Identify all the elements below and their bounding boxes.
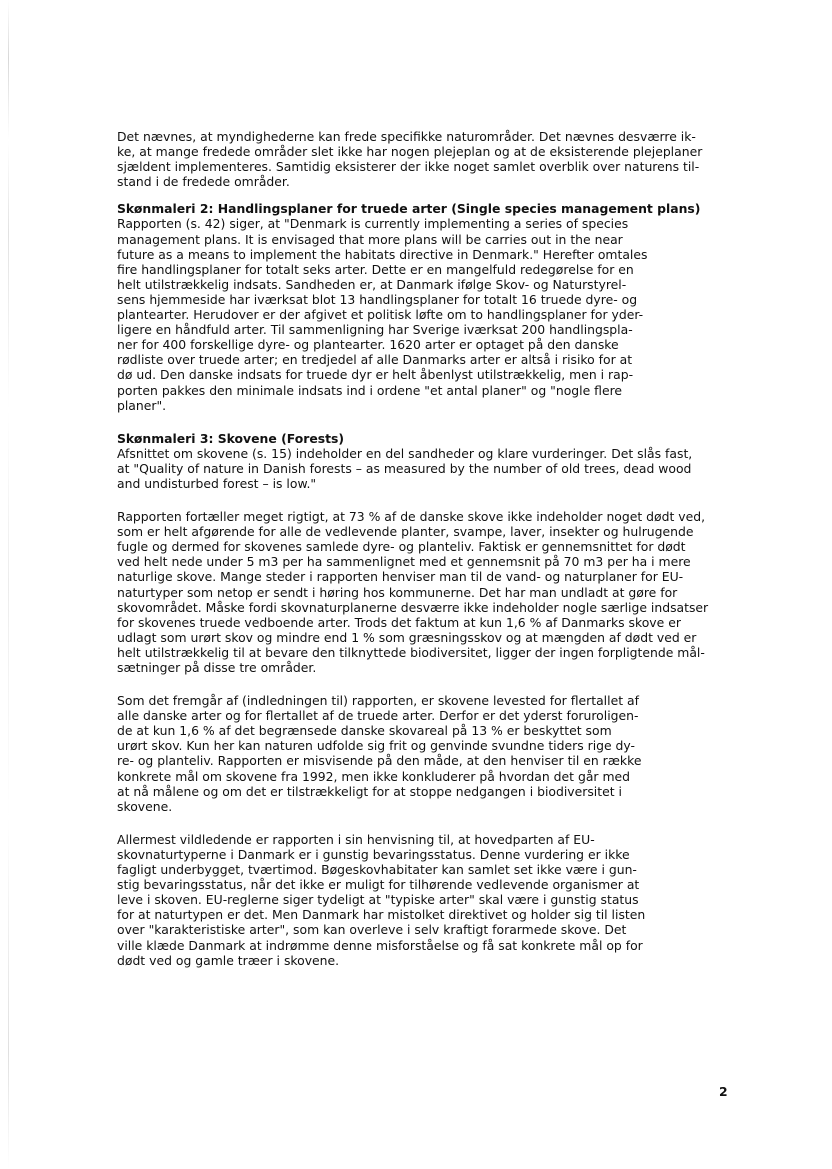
text-line: Afsnittet om skovene (s. 15) indeholder en del sandheder og klare vurderinger. Det slås fast,: [117, 445, 693, 461]
text-line: dø ud. Den danske indsats for truede dyr er helt åbenlyst utilstrækkelig, men i rap-: [117, 367, 634, 383]
text-line: sens hjemmeside har iværksat blot 13 handlingsplaner for totalt 16 truede dyre- og: [117, 291, 638, 307]
text-line: leve i skoven. EU-reglerne siger tydeligt at "typiske arter" skal være i gunstig status: [117, 892, 639, 908]
text-line: skovene.: [117, 798, 173, 814]
section-skoenmaleri-2: [117, 201, 729, 412]
paragraph-levested: [117, 693, 729, 814]
text-line: urørt skov. Kun her kan naturen udfolde sig frit og genvinde svundne tiders rige dy-: [117, 738, 636, 754]
text-line: ner for 400 forskellige dyre- og plantearter. 1620 arter er optaget på den danske: [117, 337, 619, 353]
text-line: rødliste over truede arter; en tredjedel af alle Danmarks arter er altså i risiko for at: [117, 352, 633, 368]
text-line: stand i de fredede områder.: [117, 174, 290, 190]
text-line: naturtyper som netop er sendt i høring hos kommunerne. Det har man undladt at gøre for: [117, 584, 678, 600]
paragraph-intro: [117, 129, 729, 189]
text-line: stig bevaringsstatus, når det ikke er muligt for tilhørende vedlevende organismer at: [117, 877, 640, 893]
scan-edge-shadow: [8, 0, 9, 1169]
text-line: over "karakteristiske arter", som kan overleve i selv kraftigt forarmede skove. Det: [117, 922, 627, 938]
text-line: udlagt som urørt skov og mindre end 1 % som græsningsskov og at mængden af dødt ved er: [117, 629, 697, 645]
text-line: for at naturtypen er det. Men Danmark har mistolket direktivet og holder sig til listen: [117, 907, 646, 923]
text-line: fugle og dermed for skovenes samlede dyre- og planteliv. Faktisk er gennemsnittet for dødt: [117, 539, 686, 555]
paragraph-doedt-ved: [117, 509, 729, 675]
text-line: fagligt underbygget, tværtimod. Bøgeskovhabitater kan samlet set ikke være i gun-: [117, 862, 637, 878]
paragraph-bevaringsstatus: [117, 832, 729, 968]
text-line: ke, at mange fredede områder slet ikke har nogen plejeplan og at de eksisterende plejeplaner: [117, 144, 703, 160]
text-line: Som det fremgår af (indledningen til) rapporten, er skovene levested for flertallet af: [117, 693, 639, 709]
text-line: for skovenes truede vedboende arter. Trods det faktum at kun 1,6 % af Danmarks skove er: [117, 614, 681, 630]
text-line: sætninger på disse tre områder.: [117, 660, 317, 675]
text-line: ligere en håndfuld arter. Til sammenligning har Sverige iværksat 200 handlingspla-: [117, 322, 633, 338]
text-line: planer".: [117, 397, 167, 413]
text-line: skovnaturtyperne i Danmark er i gunstig bevaringsstatus. Denne vurdering er ikke: [117, 846, 630, 862]
text-line: ville klæde Danmark at indrømme denne misforståelse og få sat konkrete mål op for: [117, 937, 643, 953]
section-heading: Skønmaleri 2: Handlingsplaner for truede arter (Single species management plans): [117, 201, 701, 217]
text-line: fire handlingsplaner for totalt seks arter. Dette er en mangelfuld redegørelse for en: [117, 261, 634, 277]
text-line: and undisturbed forest – is low.": [117, 475, 317, 491]
text-line: Det nævnes, at myndighederne kan frede specifikke naturområder. Det nævnes desværre ik-: [117, 129, 696, 144]
document-page: [117, 129, 729, 968]
text-line: management plans. It is envisaged that more plans will be carries out in the near: [117, 231, 623, 247]
text-line: Allermest vildledende er rapporten i sin henvisning til, at hovedparten af EU-: [117, 831, 595, 847]
text-line: re- og planteliv. Rapporten er misvisende på den måde, at den henviser til en række: [117, 753, 642, 769]
text-line: de at kun 1,6 % af det begrænsede danske skovareal på 13 % er beskyttet som: [117, 723, 612, 739]
text-line: alle danske arter og for flertallet af de truede arter. Derfor er det yderst foruroligen-: [117, 708, 639, 724]
text-line: Rapporten fortæller meget rigtigt, at 73 % af de danske skove ikke indeholder noget dødt ved,: [117, 509, 706, 525]
text-line: porten pakkes den minimale indsats ind i ordene "et antal planer" og "nogle flere: [117, 382, 623, 398]
section-heading: Skønmaleri 3: Skovene (Forests): [117, 430, 345, 446]
text-line: future as a means to implement the habitats directive in Denmark." Herefter omtales: [117, 246, 648, 262]
text-line: at "Quality of nature in Danish forests – as measured by the number of old trees, dead wood: [117, 460, 692, 476]
text-line: naturlige skove. Mange steder i rapporten henviser man til de vand- og naturplaner for EU-: [117, 569, 684, 585]
text-line: dødt ved og gamle træer i skovene.: [117, 952, 340, 968]
text-line: konkrete mål om skovene fra 1992, men ikke konkluderer på hvordan det går med: [117, 768, 631, 784]
text-line: som er helt afgørende for alle de vedlevende planter, svampe, laver, insekter og hulrugende: [117, 524, 694, 540]
text-line: Rapporten (s. 42) siger, at "Denmark is currently implementing a series of species: [117, 216, 629, 232]
text-line: plantearter. Herudover er der afgivet et politisk løfte om to handlingsplaner for yder-: [117, 307, 644, 323]
text-line: skovområdet. Måske fordi skovnaturplanerne desværre ikke indeholder nogle særlige indsatser: [117, 599, 709, 615]
text-line: helt utilstrækkelig til at bevare den tilknyttede biodiversitet, ligger der ingen forpligtende mål-: [117, 644, 705, 660]
text-line: at nå målene og om det er tilstrækkeligt for at stoppe nedgangen i biodiversitet i: [117, 783, 622, 799]
section-skoenmaleri-3: [117, 431, 729, 491]
text-line: sjældent implementeres. Samtidig eksisterer der ikke noget samlet overblik over naturens til-: [117, 159, 700, 175]
text-line: helt utilstrækkelig indsats. Sandheden er, at Danmark ifølge Skov- og Naturstyrel-: [117, 276, 627, 292]
page-number: 2: [719, 1084, 728, 1099]
text-line: ved helt nede under 5 m3 per ha sammenlignet med et gennemsnit på 70 m3 per ha i mere: [117, 554, 691, 570]
